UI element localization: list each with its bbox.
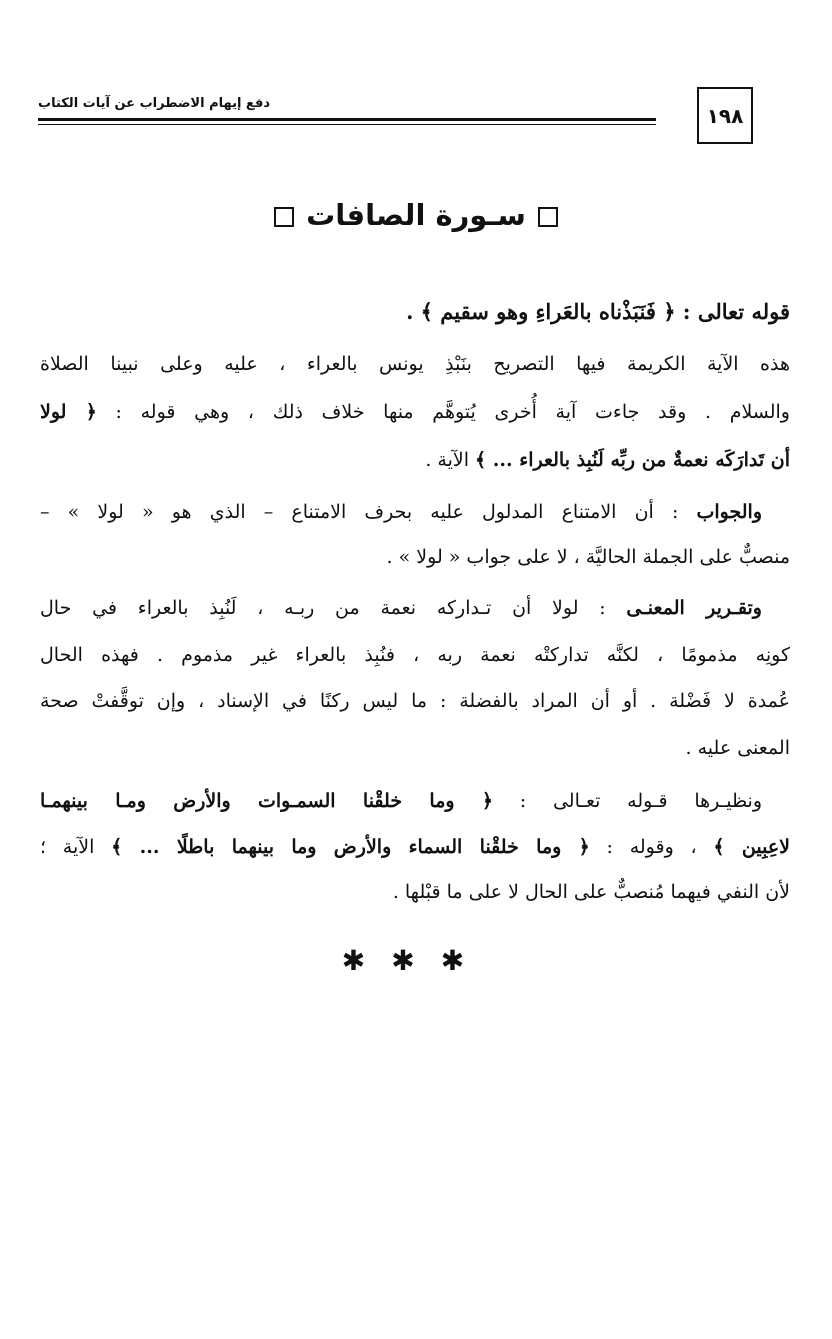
surah-title-text: سـورة الصافات bbox=[306, 198, 526, 232]
header-rule-thick bbox=[38, 118, 656, 121]
p2-label: والجواب bbox=[696, 501, 762, 523]
p4-line-1-text: ونظيـرها قـوله تعـالى : bbox=[493, 790, 763, 812]
square-ornament-icon bbox=[274, 207, 294, 227]
p1-line-3 bbox=[40, 445, 790, 475]
p3-line-4: المعنى عليه . bbox=[685, 737, 790, 759]
p1-line-3-text: الآية . bbox=[425, 449, 476, 471]
square-ornament-icon bbox=[538, 207, 558, 227]
asterisk-separator: ✱✱✱ bbox=[341, 944, 491, 977]
p3-label: وتقـرير المعنـى bbox=[626, 597, 762, 619]
p2-line-1-text: : أن الامتناع المدلول عليه بحرف الامتناع – الذي هو « لولا » – bbox=[40, 501, 697, 523]
p4-line-2-text-1: ، وقوله : bbox=[589, 836, 714, 858]
p1-line-1: هذه الآية الكريمة فيها التصريح بنَبْذِ يونس بالعراء ، عليه وعلى نبينا الصلاة bbox=[40, 353, 790, 375]
p3-line-1 bbox=[40, 593, 762, 623]
running-header-title: دفع إيهام الاضطراب عن آيات الكتاب bbox=[38, 96, 271, 111]
p4-line-2-text-2: الآية ؛ bbox=[40, 836, 112, 858]
p3-line-1-text: : لولا أن تـداركه نعمة من ربـه ، لَنُبِذ بالعراء في حال bbox=[40, 597, 627, 619]
p4-line-2 bbox=[40, 832, 790, 862]
p2-line-2: منصبٌّ على الجملة الحاليَّة ، لا على جواب « لولا » . bbox=[386, 546, 790, 568]
header-rule-thin bbox=[38, 124, 656, 125]
p4-line-2-quran-2: ﴿ وما خلقْنا السماء والأرض وما بينهما باطلًا ... ﴾ bbox=[111, 836, 590, 858]
p4-line-3: لأن النفي فيهما مُنصبٌّ على الحال لا على ما قبْلها . bbox=[392, 881, 790, 903]
p1-line-3-quran: أن تَدارَكَه نعمةٌ من ربِّه لَنُبِذ بالعراء ... ﴾ bbox=[475, 449, 790, 471]
p4-line-1-quran: ﴿ وما خلقْنا السمـوات والأرض ومـا بينهمـا bbox=[40, 790, 494, 812]
p1-line-2-text: والسلام . وقد جاءت آية أُخرى يُتوهَّم منها خلاف ذلك ، وهي قوله : bbox=[96, 401, 790, 423]
surah-title bbox=[0, 198, 832, 232]
page-number-box bbox=[697, 87, 753, 144]
p1-line-2-quran: ﴿ لولا bbox=[40, 401, 97, 423]
p2-line-1 bbox=[40, 497, 762, 527]
verse-heading: قوله تعالى : ﴿ فَنَبَذْناه بالعَراءِ وهو سقيم ﴾ . bbox=[406, 299, 790, 324]
p3-line-3: عُمدة لا فَضْلة . أو أن المراد بالفضلة : ما ليس ركنًا في الإسناد ، وإن توقَّفتْ صحة bbox=[40, 690, 790, 712]
page-number: ١٩٨ bbox=[706, 103, 744, 128]
p4-line-2-quran-1: لاعِبِين ﴾ bbox=[713, 836, 790, 858]
p1-line-2 bbox=[40, 397, 790, 427]
p4-line-1 bbox=[40, 786, 762, 816]
p3-line-2: كونِه مذمومًا ، لكنَّه تداركتْه نعمة ربه ، فنُبِذ بالعراء غير مذموم . فهذه الحال bbox=[40, 644, 790, 666]
